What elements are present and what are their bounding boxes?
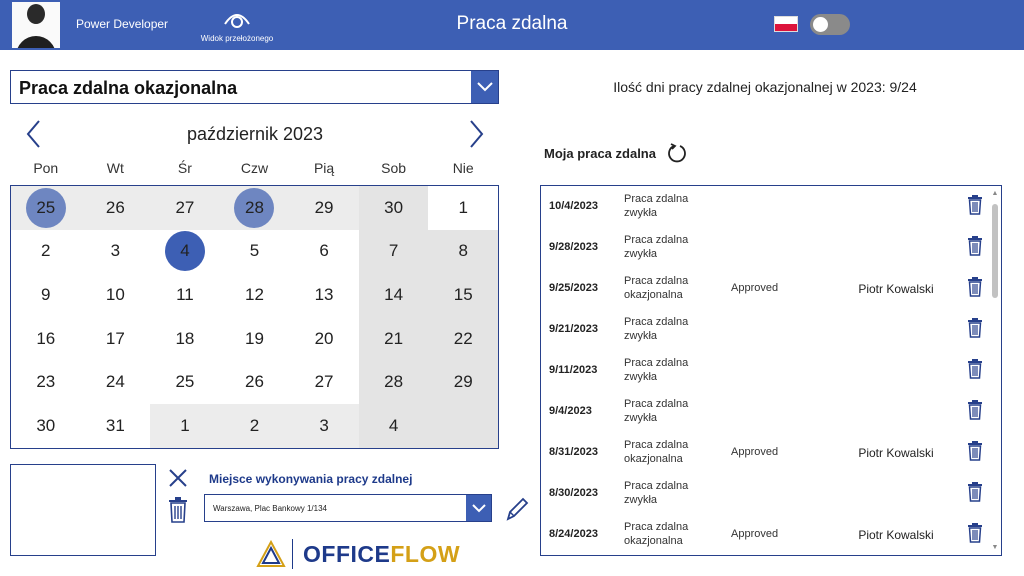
entry-approver: Piotr Kowalski [858, 528, 934, 542]
chevron-down-icon[interactable] [471, 71, 498, 103]
calendar-day[interactable]: 8 [428, 230, 498, 274]
entry-type: Praca zdalna zwykła [624, 234, 689, 260]
entry-status: Approved [731, 446, 779, 458]
calendar-day[interactable]: 20 [314, 328, 334, 348]
supervisor-view-button[interactable] [196, 8, 278, 48]
calendar-day[interactable]: 19 [245, 328, 264, 348]
attachment-box[interactable] [10, 464, 156, 556]
delete-entry-button[interactable] [967, 400, 983, 420]
trash-icon [967, 441, 983, 461]
delete-entry-button[interactable] [967, 318, 983, 338]
trash-icon [168, 497, 188, 523]
header-bar [0, 0, 1024, 50]
trash-icon [967, 359, 983, 379]
entry-date: 9/4/2023 [549, 405, 592, 417]
avatar[interactable] [12, 2, 60, 48]
list-scrollbar[interactable] [991, 190, 999, 552]
close-icon [167, 467, 189, 489]
delete-entry-button[interactable] [967, 523, 983, 543]
calendar-day[interactable]: 15 [428, 273, 498, 317]
pencil-icon [504, 495, 530, 523]
calendar-day[interactable]: 23 [36, 372, 56, 392]
calendar-day-remote[interactable]: 28 [220, 186, 290, 230]
calendar-day[interactable]: 3 [289, 404, 359, 448]
weekday-label: Śr [177, 160, 192, 176]
chevron-left-icon [24, 119, 44, 149]
list-item[interactable] [541, 432, 987, 473]
calendar-day[interactable]: 21 [359, 317, 429, 361]
entry-date: 9/21/2023 [549, 323, 598, 335]
calendar-day[interactable]: 30 [36, 416, 56, 436]
entry-type: Praca zdalna zwykła [624, 480, 689, 506]
entry-date: 9/11/2023 [549, 364, 598, 376]
next-month-button[interactable] [466, 119, 486, 149]
calendar-day[interactable]: 1 [150, 404, 220, 448]
scroll-down-icon[interactable]: ▼ [991, 544, 999, 551]
calendar-day[interactable]: 27 [314, 372, 334, 392]
trash-icon [967, 523, 983, 543]
officeflow-logo [256, 536, 460, 572]
entry-type: Praca zdalna zwykła [624, 316, 689, 342]
calendar-day[interactable]: 12 [245, 285, 264, 305]
trash-icon [967, 195, 983, 215]
entry-date: 9/25/2023 [549, 282, 598, 294]
location-dropdown[interactable] [204, 494, 492, 522]
calendar-day-remote[interactable]: 25 [11, 186, 81, 230]
calendar-day[interactable]: 11 [176, 285, 194, 305]
remote-days-summary: Ilość dni pracy zdalnej okazjonalnej w 2023: 9/24 [613, 79, 917, 95]
weekday-label: Pią [313, 160, 335, 176]
delete-entry-button[interactable] [967, 236, 983, 256]
calendar-day-empty [428, 404, 498, 448]
logo-text-office: OFFICE [303, 540, 391, 567]
trash-icon [967, 277, 983, 297]
delete-attachment-button[interactable] [168, 497, 188, 523]
calendar-day[interactable]: 2 [220, 404, 290, 448]
calendar-day[interactable]: 25 [175, 372, 195, 392]
edit-location-button[interactable] [504, 495, 530, 523]
calendar-day[interactable]: 18 [175, 328, 195, 348]
list-item[interactable] [541, 268, 987, 309]
calendar-day[interactable]: 22 [428, 317, 498, 361]
entry-date: 8/24/2023 [549, 528, 598, 540]
calendar-day[interactable]: 13 [314, 285, 334, 305]
my-remote-title: Moja praca zdalna [544, 146, 656, 161]
entry-date: 9/28/2023 [549, 241, 598, 253]
weekday-label: Wt [106, 160, 124, 176]
calendar-day[interactable]: 27 [150, 186, 220, 230]
weekday-label: Czw [240, 160, 269, 176]
calendar-day[interactable]: 31 [105, 416, 125, 436]
calendar-day[interactable]: 26 [245, 372, 264, 392]
calendar-day[interactable]: 16 [36, 328, 56, 348]
month-label: październik 2023 [186, 124, 324, 144]
refresh-icon [666, 142, 688, 164]
scrollbar-thumb[interactable] [992, 204, 998, 298]
calendar-day[interactable]: 24 [105, 372, 125, 392]
list-item[interactable] [541, 473, 987, 514]
delete-entry-button[interactable] [967, 482, 983, 502]
entry-type: Praca zdalna okazjonalna [624, 521, 689, 547]
calendar-day[interactable]: 3 [110, 241, 121, 261]
list-item[interactable] [541, 514, 987, 555]
calendar-day[interactable]: 29 [428, 361, 498, 405]
calendar-day[interactable]: 17 [105, 328, 125, 348]
supervisor-view-label: Widok przełożonego [200, 34, 274, 43]
location-value: Warszawa, Plac Bankowy 1/134 [213, 504, 327, 513]
entry-approver: Piotr Kowalski [858, 282, 934, 296]
list-item[interactable] [541, 391, 987, 432]
delete-entry-button[interactable] [967, 277, 983, 297]
calendar-day-today[interactable]: 4 [150, 230, 220, 274]
calendar-day[interactable]: 6 [319, 241, 329, 261]
remote-work-list [540, 185, 1002, 556]
trash-icon [967, 236, 983, 256]
calendar-day[interactable]: 2 [41, 241, 51, 261]
eye-icon [222, 8, 252, 32]
chevron-down-icon[interactable] [466, 495, 491, 521]
previous-month-button[interactable] [24, 119, 44, 149]
entry-type: Praca zdalna zwykła [624, 398, 689, 424]
trash-icon [967, 318, 983, 338]
calendar-day[interactable]: 29 [289, 186, 359, 230]
entry-status: Approved [731, 282, 779, 294]
trash-icon [967, 482, 983, 502]
entry-type: Praca zdalna okazjonalna [624, 275, 689, 301]
entry-type: Praca zdalna okazjonalna [624, 439, 689, 465]
calendar-grid [10, 185, 499, 449]
weekday-label: Pon [33, 160, 59, 176]
clear-button[interactable] [167, 467, 189, 489]
work-type-value: Praca zdalna okazjonalna [19, 78, 238, 98]
calendar-day[interactable]: 14 [359, 273, 429, 317]
entry-type: Praca zdalna zwykła [624, 193, 689, 219]
entry-date: 10/4/2023 [549, 200, 598, 212]
calendar-day[interactable]: 1 [458, 197, 468, 217]
list-item[interactable] [541, 186, 987, 227]
user-name: Power Developer [76, 17, 169, 31]
calendar-day[interactable]: 28 [359, 361, 429, 405]
calendar-day[interactable]: 30 [359, 186, 429, 230]
polish-flag-icon[interactable] [774, 16, 798, 32]
entry-type: Praca zdalna zwykła [624, 357, 689, 383]
weekday-header [11, 160, 498, 176]
app-title: Praca zdalna [456, 13, 568, 34]
calendar-day[interactable]: 26 [81, 186, 151, 230]
entry-date: 8/30/2023 [549, 487, 598, 499]
list-item[interactable] [541, 309, 987, 350]
language-toggle[interactable] [810, 14, 850, 35]
list-item[interactable] [541, 350, 987, 391]
delete-entry-button[interactable] [967, 195, 983, 215]
calendar-day[interactable]: 9 [41, 285, 51, 305]
calendar-day[interactable]: 10 [105, 285, 125, 305]
weekday-label: Nie [452, 160, 474, 176]
entry-status: Approved [731, 528, 779, 540]
work-type-dropdown[interactable] [10, 70, 499, 104]
entry-date: 8/31/2023 [549, 446, 598, 458]
chevron-right-icon [466, 119, 486, 149]
weekday-label: Sob [381, 160, 407, 176]
delete-entry-button[interactable] [967, 441, 983, 461]
calendar-day[interactable]: 5 [249, 241, 260, 261]
logo-text-flow: FLOW [390, 540, 461, 567]
logo-triangle-icon [256, 539, 286, 569]
location-label: Miejsce wykonywania pracy zdalnej [209, 472, 413, 486]
entry-approver: Piotr Kowalski [858, 446, 934, 460]
calendar-day[interactable]: 4 [359, 404, 429, 448]
delete-entry-button[interactable] [967, 359, 983, 379]
refresh-button[interactable] [666, 142, 688, 164]
list-item[interactable] [541, 227, 987, 268]
trash-icon [967, 400, 983, 420]
scroll-up-icon[interactable]: ▲ [991, 190, 999, 197]
calendar-day[interactable]: 7 [359, 230, 429, 274]
